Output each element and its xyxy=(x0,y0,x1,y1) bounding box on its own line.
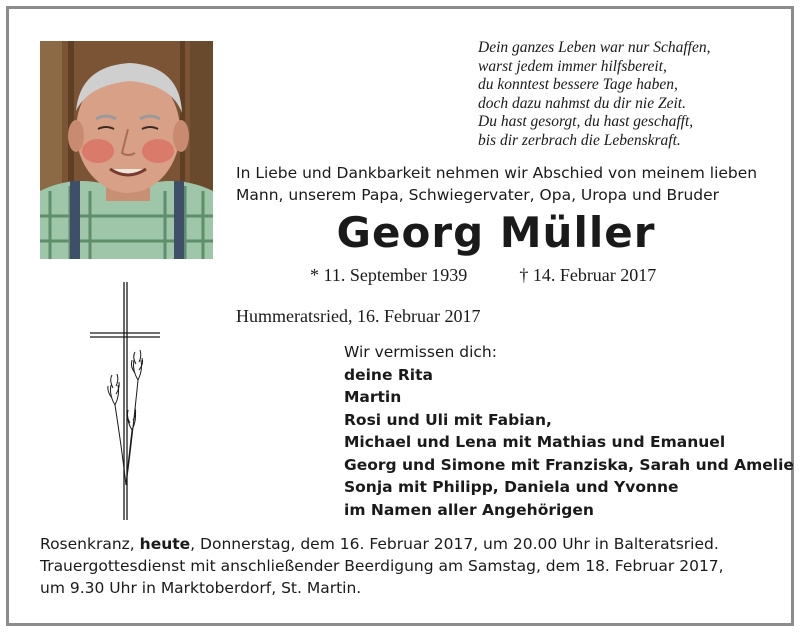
place-and-date: Hummeratsried, 16. Februar 2017 xyxy=(236,306,481,326)
intro-text xyxy=(236,162,776,206)
poem-line: du konntest bessere Tage haben, xyxy=(478,76,678,93)
mourner-entry: Martin xyxy=(344,388,402,406)
mourner-entry: Michael und Lena mit Mathias und Emanuel xyxy=(344,433,726,451)
mourner-entry: Rosi und Uli mit Fabian, xyxy=(344,410,552,429)
poem-line: Du hast gesorgt, du hast geschafft, xyxy=(478,113,694,130)
life-dates xyxy=(310,265,656,286)
poem-line: Dein ganzes Leben war nur Schaffen, xyxy=(478,39,711,56)
service-line: Trauergottesdienst mit anschließender Beerdigung am Samstag, dem 18. Februar 2017, xyxy=(40,557,724,575)
birth-date: * 11. September 1939 xyxy=(310,265,468,285)
mourner-entry: Sonja mit Philipp, Daniela und Yvonne xyxy=(344,478,679,496)
portrait-photo xyxy=(40,41,213,259)
intro-line: In Liebe und Dankbarkeit nehmen wir Abschied von meinem lieben xyxy=(236,164,758,182)
poem-line: doch dazu nahmst du dir nie Zeit. xyxy=(478,94,686,112)
service-line xyxy=(40,533,760,555)
mourners-list xyxy=(344,341,794,521)
mourner-entry: deine Rita xyxy=(344,365,433,384)
service-line: um 9.30 Uhr in Marktoberdorf, St. Martin. xyxy=(40,579,362,597)
death-date: † 14. Februar 2017 xyxy=(519,265,657,285)
service-info xyxy=(40,533,760,599)
deceased-name: Georg Müller xyxy=(336,208,656,257)
service-text: Rosenkranz, xyxy=(40,535,140,553)
mourner-entry: im Namen aller Angehörigen xyxy=(344,500,594,519)
service-text: , Donnerstag, dem 16. Februar 2017, um 20.00 Uhr in Balteratsried. xyxy=(190,535,719,553)
mourner-entry: Georg und Simone mit Franziska, Sarah und Amelie xyxy=(344,455,794,474)
poem-line: bis dir zerbrach die Lebenskraft. xyxy=(478,131,681,149)
intro-line: Mann, unserem Papa, Schwiegervater, Opa, Uropa und Bruder xyxy=(236,186,720,204)
poem-line: warst jedem immer hilfsbereit, xyxy=(478,57,667,75)
service-today: heute xyxy=(139,535,191,553)
mourners-heading: Wir vermissen dich: xyxy=(344,343,497,361)
memorial-poem xyxy=(478,39,778,150)
cross-with-wheat-icon xyxy=(82,280,172,522)
